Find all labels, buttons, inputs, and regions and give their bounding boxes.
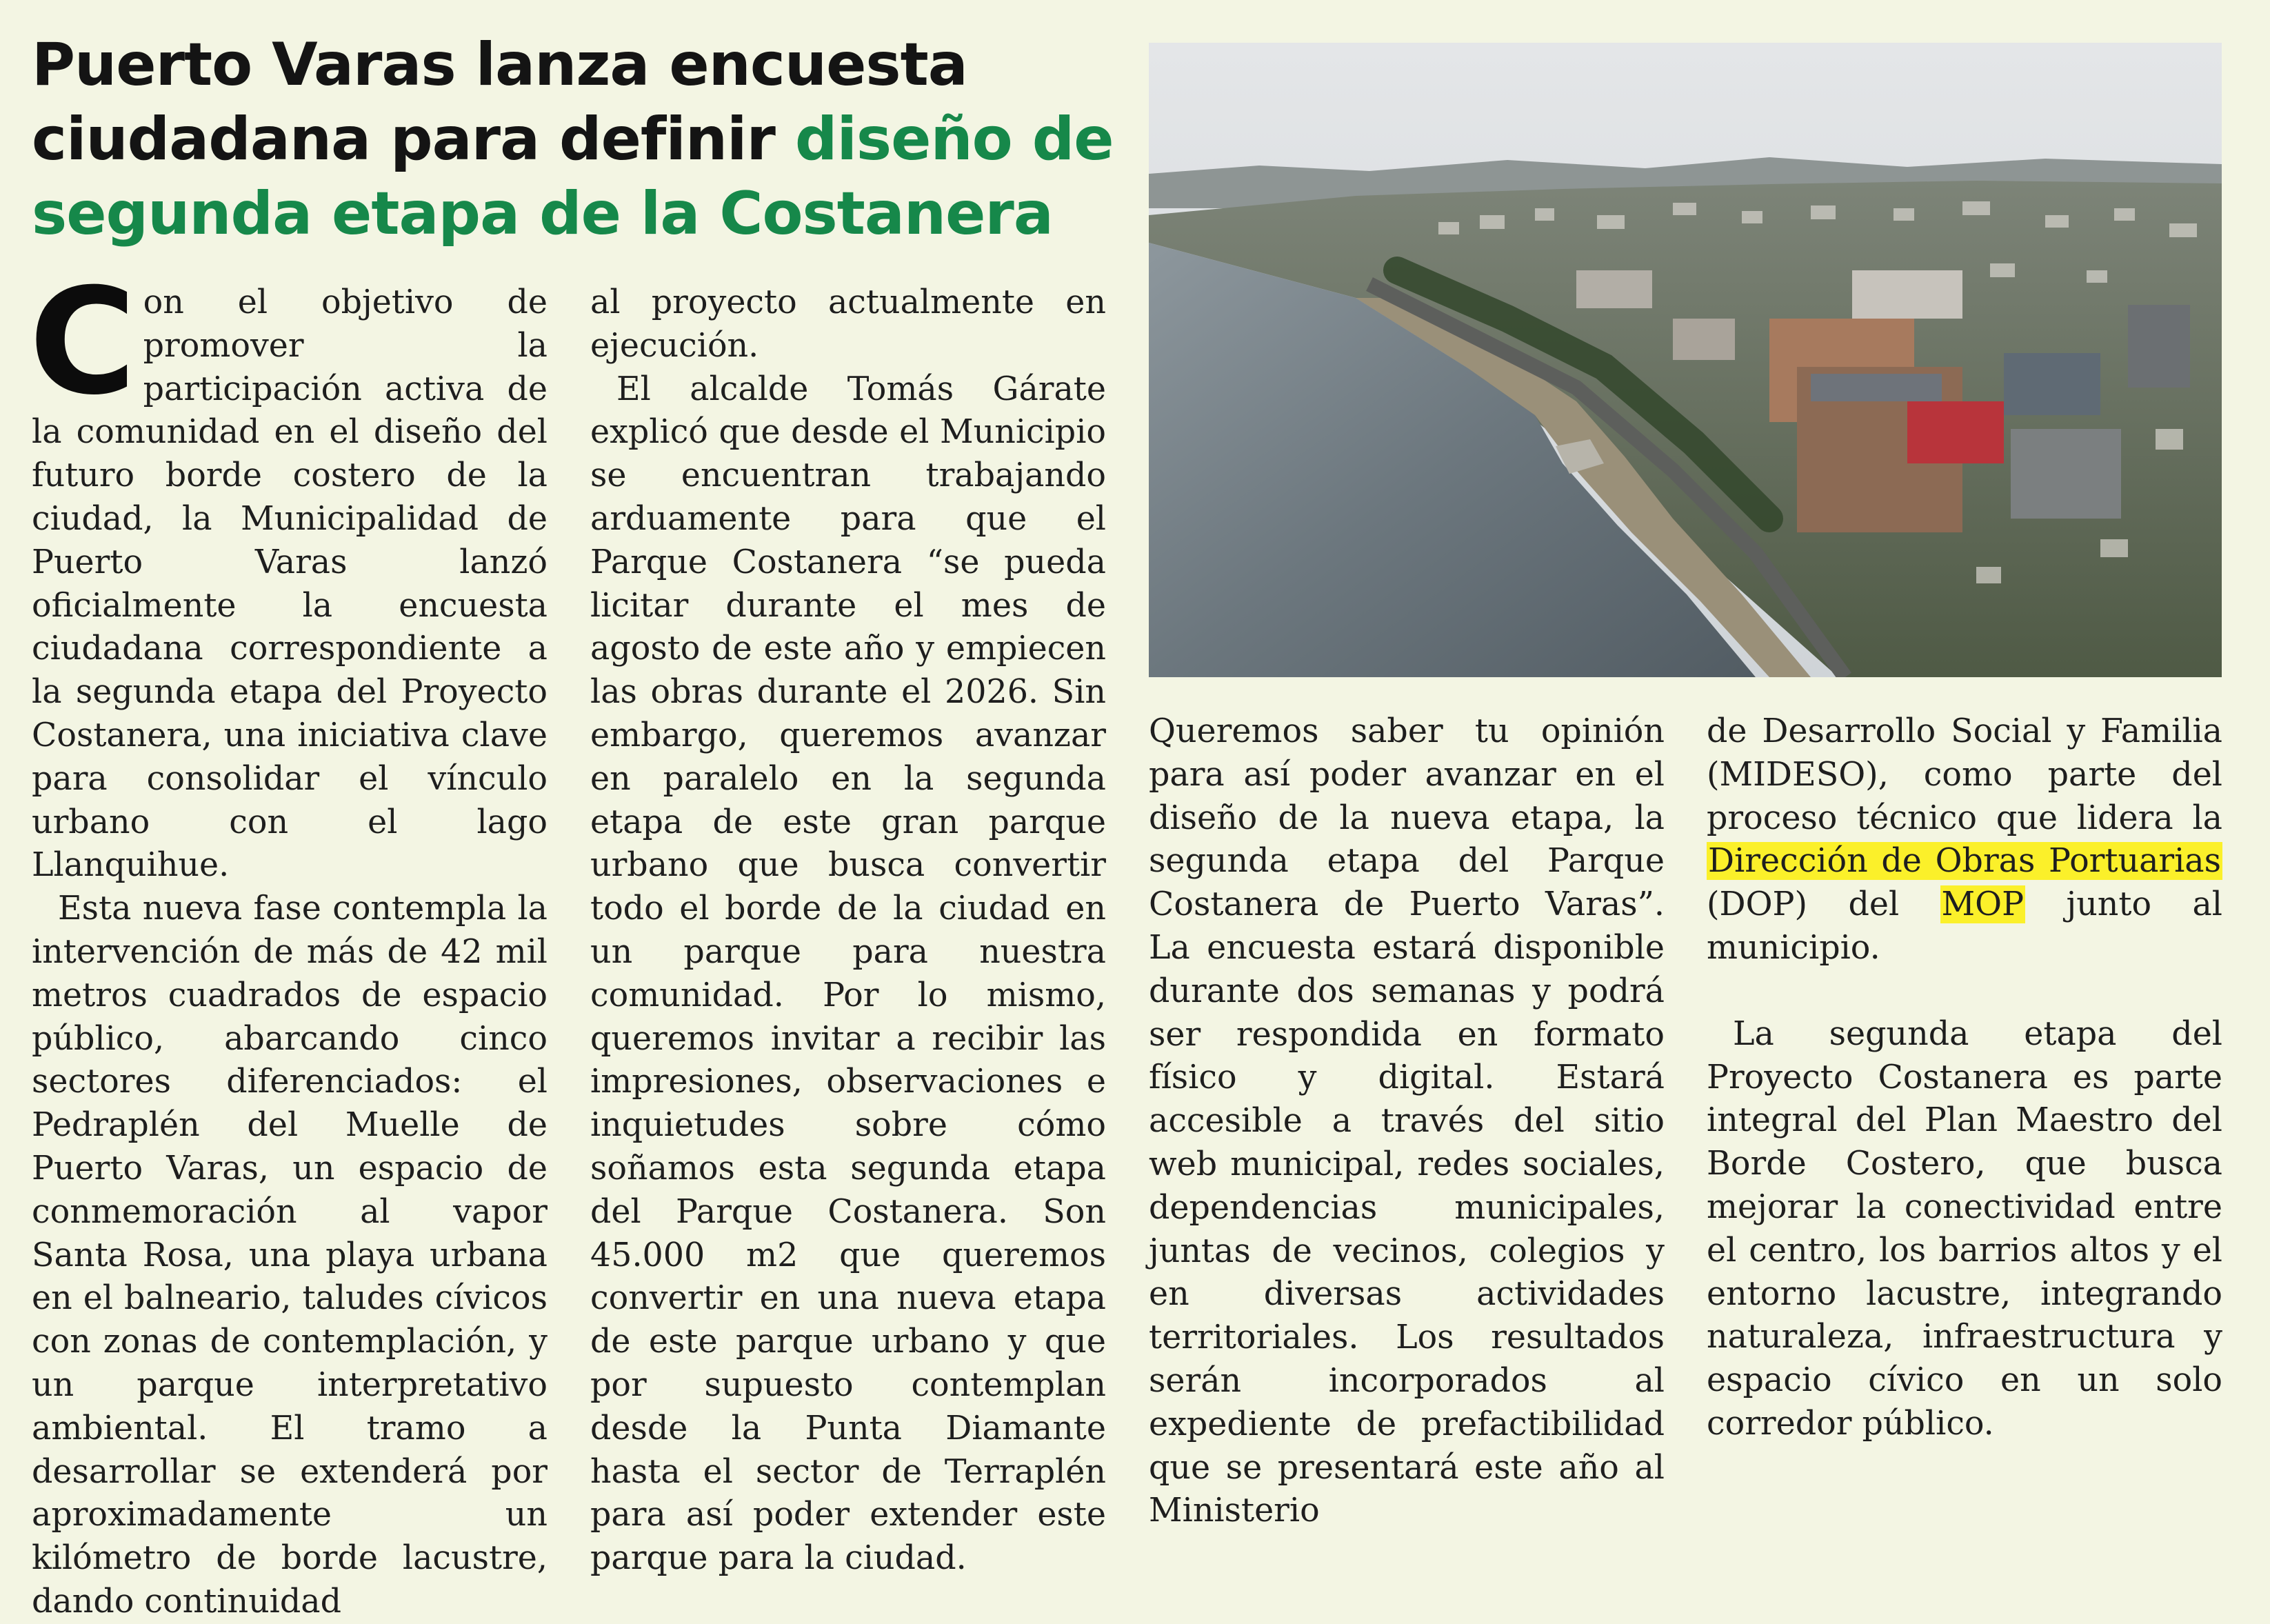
aerial-photo [1149, 43, 2222, 677]
col4-paragraph-2: La segunda etapa del Proyecto Costanera es parte integral del Plan Maestro del Borde Costero, que busca mejorar la conectividad entre el centro, los barrios altos y el entorno lacustre, integrando naturaleza, infraestructura y espacio cívico en un solo corredor público. [1707, 1014, 2222, 1443]
article-column-3 [1149, 710, 1665, 1533]
col4-p1-text-c: junto al municipio. [1707, 885, 2222, 967]
article-column-4 [1707, 710, 2222, 1446]
col2-paragraph-1: al proyecto actualmente en ejecución. [590, 283, 1106, 365]
headline-plain: Puerto Varas lanza encuesta ciudadana para definir [32, 30, 967, 174]
col3-paragraph-1: Queremos saber tu opinión para así poder avanzar en el diseño de la nueva etapa, la segunda etapa del Parque Costanera de Puerto Varas”. La encuesta estará disponible durante dos semanas y podrá ser respondida en formato físico y digital. Estará accesible a través del sitio web municipal, redes sociales, dependencias municipales, juntas de vecinos, colegios y en diversas actividades territoriales. Los resultados serán incorporados al expediente de prefactibilidad que se presentará este año al Ministerio [1149, 712, 1665, 1530]
drop-cap: C [29, 257, 137, 427]
col4-p1-text-b: (DOP) del [1707, 885, 1940, 924]
col1-p1-text: on el objetivo de promover la participación activa de la comunidad en el diseño del futuro borde costero de la ciudad, la Municipalidad de Puerto Varas lanzó oficialmente la encuesta ciudadana correspondiente a la segunda etapa del Proyecto Costanera, una iniciativa clave para consolidar el vínculo urbano con el lago Llanquihue. [32, 283, 548, 885]
col4-paragraph-1 [1707, 710, 2222, 970]
article-column-1 [29, 257, 548, 1624]
highlight-dop: Dirección de Obras Portuarias [1708, 842, 2221, 881]
col1-paragraph-2: Esta nueva fase contempla la intervención de más de 42 mil metros cuadrados de espacio público, abarcando cinco sectores diferenciados: el Pedraplén del Muelle de Puerto Varas, un espacio de conmemoración al vapor Santa Rosa, una playa urbana en el balneario, taludes cívicos con zonas de contemplación, y un parque interpretativo ambiental. El tramo a desarrollar se extenderá por aproximadamente un kilómetro de borde lacustre, dando continuidad [32, 890, 548, 1621]
headline-accent: diseño de segunda etapa de la Costanera [32, 105, 1114, 248]
highlight-mop: MOP [1941, 885, 2025, 924]
col2-paragraph-2: El alcalde Tomás Gárate explicó que desde el Municipio se encuentran trabajando arduamente para que el Parque Costanera “se pueda licitar durante el mes de agosto de este año y empiecen las obras durante el 2026. Sin embargo, queremos avanzar en paralelo en la segunda etapa de este gran parque urbano que busca convertir todo el borde de la ciudad en un parque para nuestra comunidad. Por lo mismo, queremos invitar a recibir las impresiones, observaciones e inquietudes sobre cómo soñamos esta segunda etapa del Parque Costanera. Son 45.000 m2 que queremos convertir en una nueva etapa de este parque urbano y que por supuesto contemplan desde la Punta Diamante hasta el sector de Terraplén para así poder extender este parque para la ciudad. [590, 370, 1106, 1578]
headline [32, 28, 1121, 251]
article-column-2 [590, 281, 1106, 1581]
col1-paragraph-1 [29, 257, 548, 888]
col4-p1-text-a: de Desarrollo Social y Familia (MIDESO), como parte del proceso técnico que lidera la [1707, 712, 2222, 837]
